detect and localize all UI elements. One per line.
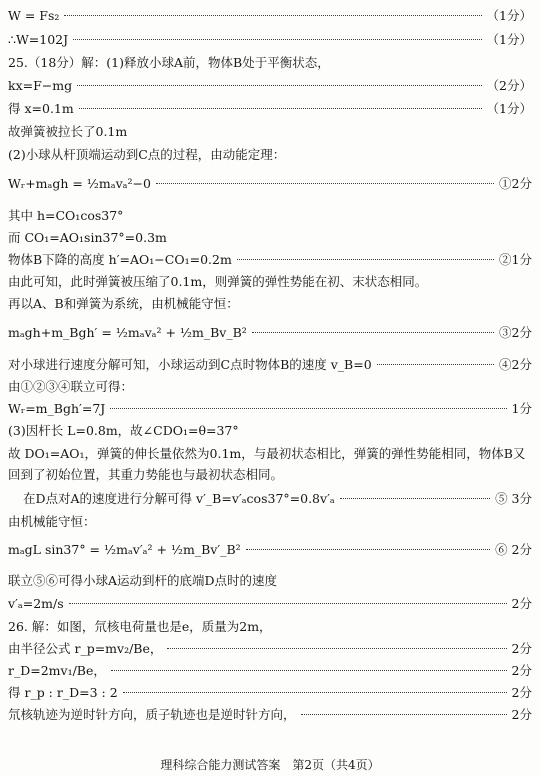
solution-line: Wᵣ=m_Bgh′=7J 1分 — [8, 401, 532, 416]
dot-leader — [73, 38, 481, 40]
solution-line: 得 x=0.1m （1分） — [8, 101, 532, 116]
solution-line: Wᵣ+mₐgh = ½mₐvₐ²−0 ①2分 — [8, 176, 532, 191]
solution-line: kx=F−mg （2分） — [8, 78, 532, 93]
dot-leader — [77, 84, 481, 86]
score-mark: ②1分 — [499, 252, 532, 267]
score-mark: （1分） — [486, 8, 532, 23]
score-mark: 1分 — [511, 401, 532, 416]
dot-leader — [167, 647, 506, 649]
dot-leader — [79, 107, 482, 109]
solution-line: 由①②③④联立可得： — [8, 379, 134, 394]
solution-line: v′ₐ=2m/s 2分 — [8, 596, 532, 611]
solution-line: 得 r_p : r_D=3 : 2 2分 — [8, 685, 532, 700]
solution-line: 25.（18分）解：(1)释放小球A前，物体B处于平衡状态， — [8, 55, 330, 70]
dot-leader — [237, 258, 494, 260]
score-mark: ③2分 — [499, 325, 532, 340]
solution-line: 其中 h=CO₁cos37° — [8, 208, 124, 223]
dot-leader — [156, 182, 494, 184]
dot-leader — [64, 14, 481, 16]
dot-leader — [110, 407, 506, 409]
score-mark: （2分） — [486, 78, 532, 93]
page-footer: 理科综合能力测试答案 第2页（共4页） — [160, 758, 380, 772]
solution-line: (3)因杆长 L=0.8m，故∠CDO₁=θ=37° — [8, 423, 239, 438]
solution-line: mₐgh+m_Bgh′ = ½mₐvₐ² + ½m_Bv_B² ③2分 — [8, 325, 532, 340]
solution-line: W = Fs₂ （1分） — [8, 8, 532, 23]
score-mark: 2分 — [511, 663, 532, 678]
solution-line: 对小球进行速度分解可知，小球运动到C点时物体B的速度 v_B=0 ④2分 — [8, 357, 532, 372]
dot-leader — [340, 497, 490, 499]
dot-leader — [377, 363, 494, 365]
solution-line: 物体B下降的高度 h′=AO₁−CO₁=0.2m ②1分 — [8, 252, 532, 267]
solution-paragraph: 故 DO₁=AO₁，弹簧的伸长量依然为0.1m，与最初状态相比，弹簧的弹性势能相同，物体B又回到了初始位置，其重力势能也与最初状态相同。 — [8, 446, 526, 482]
solution-line: (2)小球从杆顶端运动到C点的过程，由动能定理： — [8, 147, 286, 162]
solution-line: 氘核轨迹为逆时针方向，质子轨迹也是逆时针方向， 2分 — [8, 707, 532, 722]
score-mark: ④2分 — [499, 357, 532, 372]
score-mark: 2分 — [511, 685, 532, 700]
solution-line: 再以A、B和弹簧为系统，由机械能守恒： — [8, 296, 239, 311]
score-mark: ⑥ 2分 — [495, 542, 532, 557]
dot-leader — [69, 602, 507, 604]
dot-leader — [252, 331, 494, 333]
dot-leader — [123, 691, 507, 693]
solution-line: r_D=2mv₁/Be， 2分 — [8, 663, 532, 678]
solution-line: ∴W=102J （1分） — [8, 32, 532, 47]
solution-line: 由半径公式 r_p=mv₂/Be， 2分 — [8, 641, 532, 656]
solution-line: 而 CO₁=AO₁sin37°=0.3m — [8, 230, 167, 245]
score-mark: ⑤ 3分 — [495, 491, 532, 506]
solution-line: 26. 解：如图，氘核电荷量也是e，质量为2m， — [8, 619, 272, 634]
dot-leader — [246, 548, 490, 550]
dot-leader — [111, 669, 507, 671]
dot-leader — [301, 713, 507, 715]
score-mark: （1分） — [486, 101, 532, 116]
score-mark: 2分 — [511, 707, 532, 722]
solution-line: 联立⑤⑥可得小球A运动到杆的底端D点时的速度 — [8, 573, 278, 588]
score-mark: ①2分 — [499, 176, 532, 191]
solution-line: 故弹簧被拉长了0.1m — [8, 124, 128, 139]
solution-line: mₐgL sin37° = ½mₐv′ₐ² + ½m_Bv′_B² ⑥ 2分 — [8, 542, 532, 557]
score-mark: 2分 — [511, 641, 532, 656]
solution-line: 由机械能守恒： — [8, 514, 96, 529]
score-mark: 2分 — [511, 596, 532, 611]
score-mark: （1分） — [486, 32, 532, 47]
solution-line: 由此可知，此时弹簧被压缩了0.1m，则弹簧的弹性势能在初、末状态相同。 — [8, 274, 428, 289]
solution-line: 在D点对A的速度进行分解可得 v′_B=v′ₐcos37°=0.8v′ₐ ⑤ 3分 — [23, 491, 532, 506]
